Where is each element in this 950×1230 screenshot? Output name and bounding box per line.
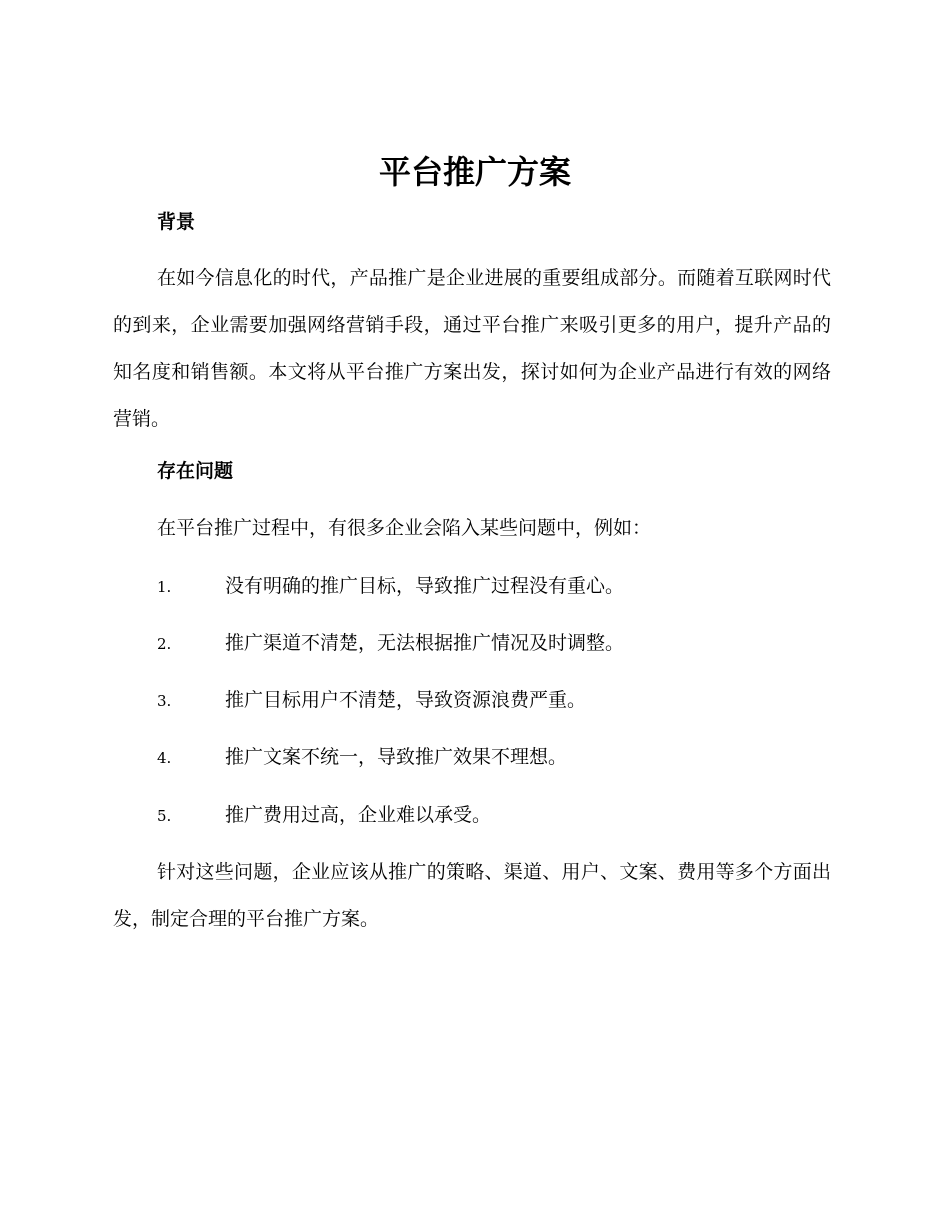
section-heading-problems: 存在问题: [157, 460, 234, 482]
list-item-text: 推广目标用户不清楚，导致资源浪费严重。: [225, 689, 587, 711]
list-item-text: 推广渠道不清楚，无法根据推广情况及时调整。: [225, 632, 625, 654]
list-item-text: 推广文案不统一，导致推广效果不理想。: [225, 746, 568, 768]
list-item: [0, 801, 950, 831]
section-heading-background: 背景: [157, 211, 196, 233]
list-item-number: 1.: [157, 578, 172, 596]
list-item-number: 5.: [157, 807, 172, 825]
list-item-text: 没有明确的推广目标，导致推广过程没有重心。: [225, 575, 625, 597]
problems-intro: 在平台推广过程中，有很多企业会陷入某些问题中，例如：: [157, 517, 652, 539]
list-item-text: 推广费用过高，企业难以承受。: [225, 804, 492, 826]
document-title: 平台推广方案: [378, 153, 571, 191]
list-item: [0, 686, 950, 716]
list-item: [0, 629, 950, 659]
list-item-number: 2.: [157, 635, 172, 653]
list-item: [0, 743, 950, 773]
list-item: [0, 572, 950, 602]
background-paragraph: 在如今信息化的时代，产品推广是企业进展的重要组成部分。而随着互联网时代的到来，企业需要加强网络营销手段，通过平台推广来吸引更多的用户，提升产品的知名度和销售额。本文将从平台推广方案出发，探讨如何为企业产品进行有效的网络营销。: [113, 267, 831, 430]
list-item-number: 4.: [157, 749, 172, 767]
list-item-number: 3.: [157, 692, 172, 710]
conclusion-paragraph: 针对这些问题，企业应该从推广的策略、渠道、用户、文案、费用等多个方面出发，制定合理的平台推广方案。: [113, 861, 831, 930]
